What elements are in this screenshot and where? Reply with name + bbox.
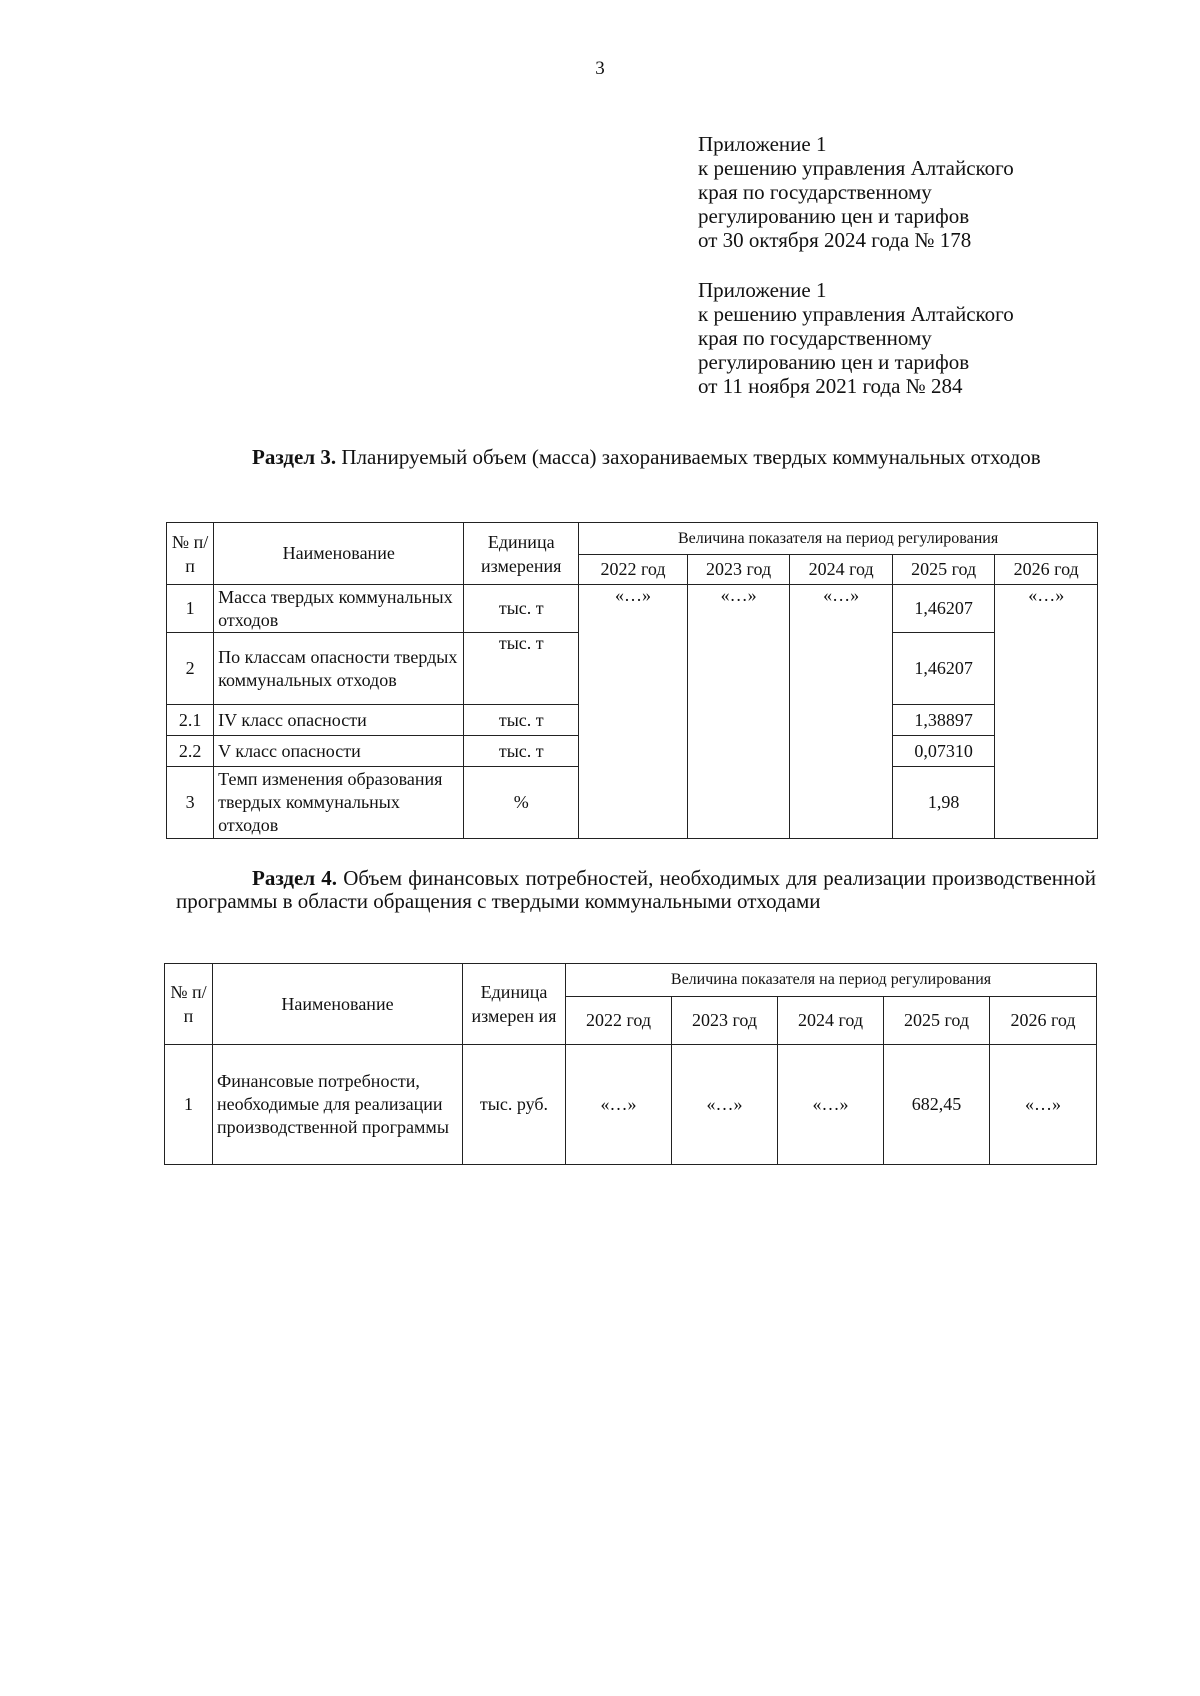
header-year: 2022 год bbox=[566, 997, 672, 1045]
value-2025: 682,45 bbox=[884, 1045, 990, 1165]
row-name: Финансовые потребности, необходимые для реализации производственной программы bbox=[213, 1045, 463, 1165]
appendix-line: Приложение 1 bbox=[698, 278, 827, 302]
appendix-block-original bbox=[698, 278, 1014, 398]
appendix-line: Приложение 1 bbox=[698, 132, 827, 156]
section-4-label: Раздел 4. bbox=[252, 866, 338, 890]
row-num: 3 bbox=[167, 767, 214, 839]
header-name: Наименование bbox=[213, 964, 463, 1045]
section-3-heading bbox=[176, 446, 1096, 469]
appendix-line: к решению управления Алтайского bbox=[698, 156, 1014, 180]
header-year: 2026 год bbox=[995, 555, 1098, 585]
row-name: Темп изменения образования твердых коммунальных отходов bbox=[214, 767, 464, 839]
section-3-table bbox=[166, 522, 1098, 839]
value-2022: «…» bbox=[579, 585, 688, 839]
value-2025: 1,38897 bbox=[892, 705, 995, 736]
row-unit: тыс. т bbox=[464, 736, 579, 767]
header-year: 2024 год bbox=[790, 555, 893, 585]
row-num: 2.2 bbox=[167, 736, 214, 767]
appendix-line: регулированию цен и тарифов bbox=[698, 350, 970, 374]
header-period: Величина показателя на период регулирования bbox=[579, 523, 1098, 555]
value-2025: 1,98 bbox=[892, 767, 995, 839]
value-2022: «…» bbox=[566, 1045, 672, 1165]
value-2025: 0,07310 bbox=[892, 736, 995, 767]
header-year: 2022 год bbox=[579, 555, 688, 585]
page-number: 3 bbox=[595, 58, 605, 79]
header-year: 2023 год bbox=[687, 555, 790, 585]
header-year: 2024 год bbox=[778, 997, 884, 1045]
section-4-table bbox=[164, 963, 1097, 1165]
value-2026: «…» bbox=[990, 1045, 1097, 1165]
header-unit: Единица измерения bbox=[464, 523, 579, 585]
row-unit: тыс. т bbox=[464, 585, 579, 633]
value-2025: 1,46207 bbox=[892, 585, 995, 633]
appendix-line: регулированию цен и тарифов bbox=[698, 204, 970, 228]
value-2025: 1,46207 bbox=[892, 633, 995, 705]
row-unit: тыс. руб. bbox=[463, 1045, 566, 1165]
row-num: 1 bbox=[165, 1045, 213, 1165]
row-unit: тыс. т bbox=[464, 705, 579, 736]
appendix-line: от 30 октября 2024 года № 178 bbox=[698, 228, 972, 252]
value-2023: «…» bbox=[672, 1045, 778, 1165]
section-3-label: Раздел 3. bbox=[252, 445, 337, 469]
value-2023: «…» bbox=[687, 585, 790, 839]
section-3-title: Планируемый объем (масса) захораниваемых твердых коммунальных отходов bbox=[336, 445, 1041, 469]
value-2026: «…» bbox=[995, 585, 1098, 839]
appendix-line: к решению управления Алтайского bbox=[698, 302, 1014, 326]
header-year: 2026 год bbox=[990, 997, 1097, 1045]
section-4-title: Объем финансовых потребностей, необходимых для реализации производственной программы в области обращения с твердыми коммунальными отходами bbox=[176, 866, 1096, 913]
header-unit: Единица измерен ия bbox=[463, 964, 566, 1045]
appendix-line: края по государственному bbox=[698, 180, 932, 204]
table-row bbox=[165, 1045, 1097, 1165]
appendix-line: от 11 ноября 2021 года № 284 bbox=[698, 374, 963, 398]
row-name: V класс опасности bbox=[214, 736, 464, 767]
section-4-heading bbox=[176, 867, 1096, 913]
row-name: По классам опасности твердых коммунальных отходов bbox=[214, 633, 464, 705]
row-num: 2 bbox=[167, 633, 214, 705]
row-num: 1 bbox=[167, 585, 214, 633]
header-year: 2025 год bbox=[892, 555, 995, 585]
header-num: № п/ п bbox=[165, 964, 213, 1045]
header-num: № п/п bbox=[167, 523, 214, 585]
value-2024: «…» bbox=[778, 1045, 884, 1165]
row-unit: тыс. т bbox=[464, 633, 579, 705]
value-2024: «…» bbox=[790, 585, 893, 839]
table-row bbox=[167, 585, 1098, 633]
row-name: Масса твердых коммунальных отходов bbox=[214, 585, 464, 633]
header-period: Величина показателя на период регулирования bbox=[566, 964, 1097, 997]
appendix-block-current bbox=[698, 132, 1014, 252]
header-year: 2025 год bbox=[884, 997, 990, 1045]
row-num: 2.1 bbox=[167, 705, 214, 736]
appendix-line: края по государственному bbox=[698, 326, 932, 350]
header-name: Наименование bbox=[214, 523, 464, 585]
row-unit: % bbox=[464, 767, 579, 839]
header-year: 2023 год bbox=[672, 997, 778, 1045]
row-name: IV класс опасности bbox=[214, 705, 464, 736]
